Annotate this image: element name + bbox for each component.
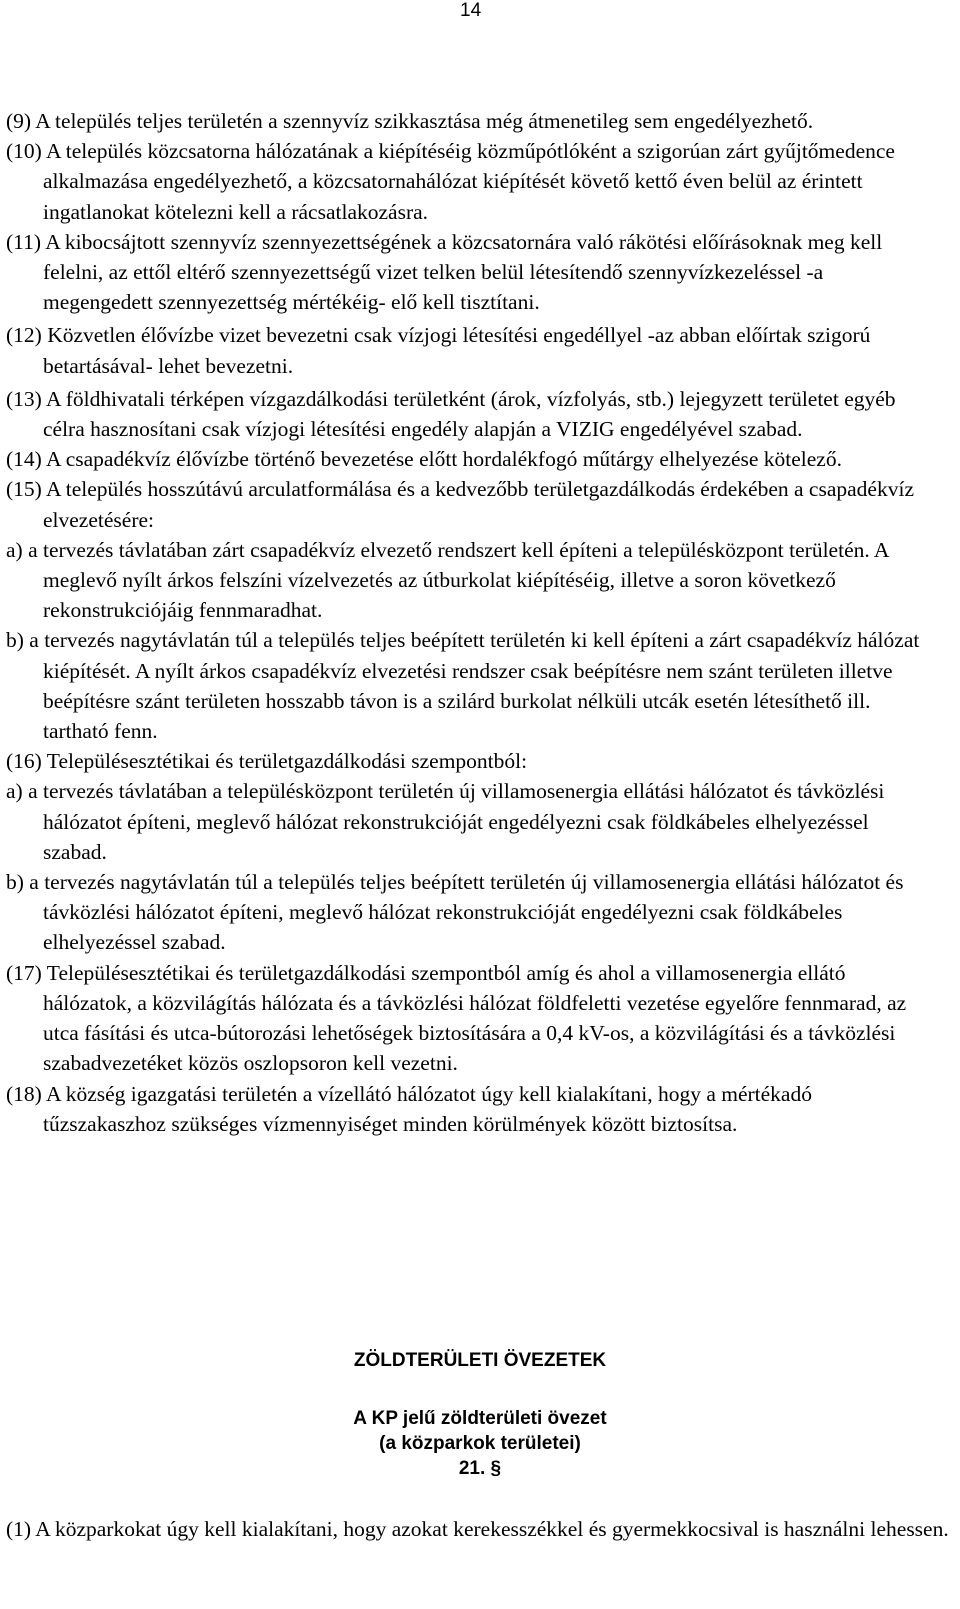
paragraph-kp-1: (1) A közparkokat úgy kell kialakítani, hogy azokat kerekesszékkel és gyermekkocsival is használni lehessen. [6, 1517, 949, 1541]
body-text [6, 106, 934, 1139]
paragraph-10: (10) A település közcsatorna hálózatának a kiépítéséig közműpótlóként a szigorúan zárt gyűjtőmedence alkalmazása engedélyezhető, a közcsatornahálózat kiépítését követő kettő éven belül az érintett ingatlanokat kötelezni kell a rácsatlakozásra. [6, 139, 895, 224]
section-number: 21. § [458, 1458, 502, 1479]
paragraph-14: (14) A csapadékvíz élővízbe történő bevezetése előtt hordalékfogó műtárgy elhelyezése kötelező. [6, 447, 842, 472]
paragraph-18: (18) A község igazgatási területén a vízellátó hálózatot úgy kell kialakítani, hogy a mértékadó tűzszakaszhoz szükséges vízmennyiséget minden körülmények között biztosítsa. [6, 1081, 812, 1136]
subsection-heading [0, 1406, 960, 1481]
paragraph-13: (13) A földhivatali térképen vízgazdálkodási területként (árok, vízfolyás, stb.) lejegyzett területet egyéb célra hasznosítani csak vízjogi létesítési engedély alapján a VIZIG engedélyével szabad. [6, 386, 896, 442]
paragraph-17: (17) Településesztétikai és területgazdálkodási szempontból amíg és ahol a villamosenergia ellátó hálózatok, a közvilágítás hálózata és a távközlési hálózat földfeletti vezetése egyelőre fennmarad, az utca fásítási és utca-bútorozási lehetőségek biztosítására a 0,4 kV-os, a közvilágítási és a távközlési szabadvezetéket közös oszlopsoron kell vezetni. [6, 960, 907, 1076]
page-number: 14 [460, 0, 482, 21]
paragraph-16-b: b) a tervezés nagytávlatán túl a település teljes beépített területén új villamosenergia ellátási hálózatot és távközlési hálózatot építeni, meglevő hálózat rekonstrukcióját engedélyezni csak földkábeles elhelyezéssel szabad. [6, 870, 904, 955]
paragraph-11: (11) A kibocsájtott szennyvíz szennyezettségének a közcsatornára való rákötési előírásoknak meg kell felelni, az ettől eltérő szennyezettségű vizet telken belül létesítendő szennyvízkezeléssel -a megengedett szennyezettség mértékéig- elő kell tisztítani. [6, 229, 883, 315]
paragraph-16-a: a) a tervezés távlatában a településközpont területén új villamosenergia ellátási hálózatot és távközlési hálózatot építeni, meglevő hálózat rekonstrukcióját engedélyezni csak földkábeles elhelyezéssel szabad. [6, 779, 885, 864]
paragraph-16: (16) Településesztétikai és területgazdálkodási szempontból: [6, 749, 528, 774]
paragraph-15: (15) A település hosszútávú arculatformálása és a kedvezőbb területgazdálkodás érdekében a csapadékvíz elvezetésére: [6, 477, 914, 532]
paragraph-15-a: a) a tervezés távlatában zárt csapadékvíz elvezető rendszert kell építeni a településközpont területén. A meglevő nyílt árkos felszíni vízelvezetés az útburkolat kiépítéséig, illetve a soron következő rekonstrukciójáig fennmaradhat. [6, 537, 889, 623]
paragraph-15-b: b) a tervezés nagytávlatán túl a település teljes beépített területén ki kell építeni a zárt csapadékvíz hálózat kiépítését. A nyílt árkos csapadékvíz elvezetési rendszer csak beépítésre nem szánt területen illetve beépítésre szánt területen hosszabb távon is a szilárd burkolat nélküli utcák esetén létesíthető ill. tartható fenn. [6, 628, 920, 744]
subsection-title: A KP jelű zöldterületi övezet [353, 1408, 607, 1429]
subsection-subtitle: (a közparkok területei) [379, 1433, 581, 1454]
section-title: ZÖLDTERÜLETI ÖVEZETEK [353, 1350, 607, 1371]
paragraph-9: (9) A település teljes területén a szennyvíz szikkasztása még átmenetileg sem engedélyezhető. [6, 109, 814, 133]
paragraph-12: (12) Közvetlen élővízbe vizet bevezetni csak vízjogi létesítési engedéllyel -az abban előírtak szigorú betartásával- lehet bevezetni. [6, 323, 871, 378]
